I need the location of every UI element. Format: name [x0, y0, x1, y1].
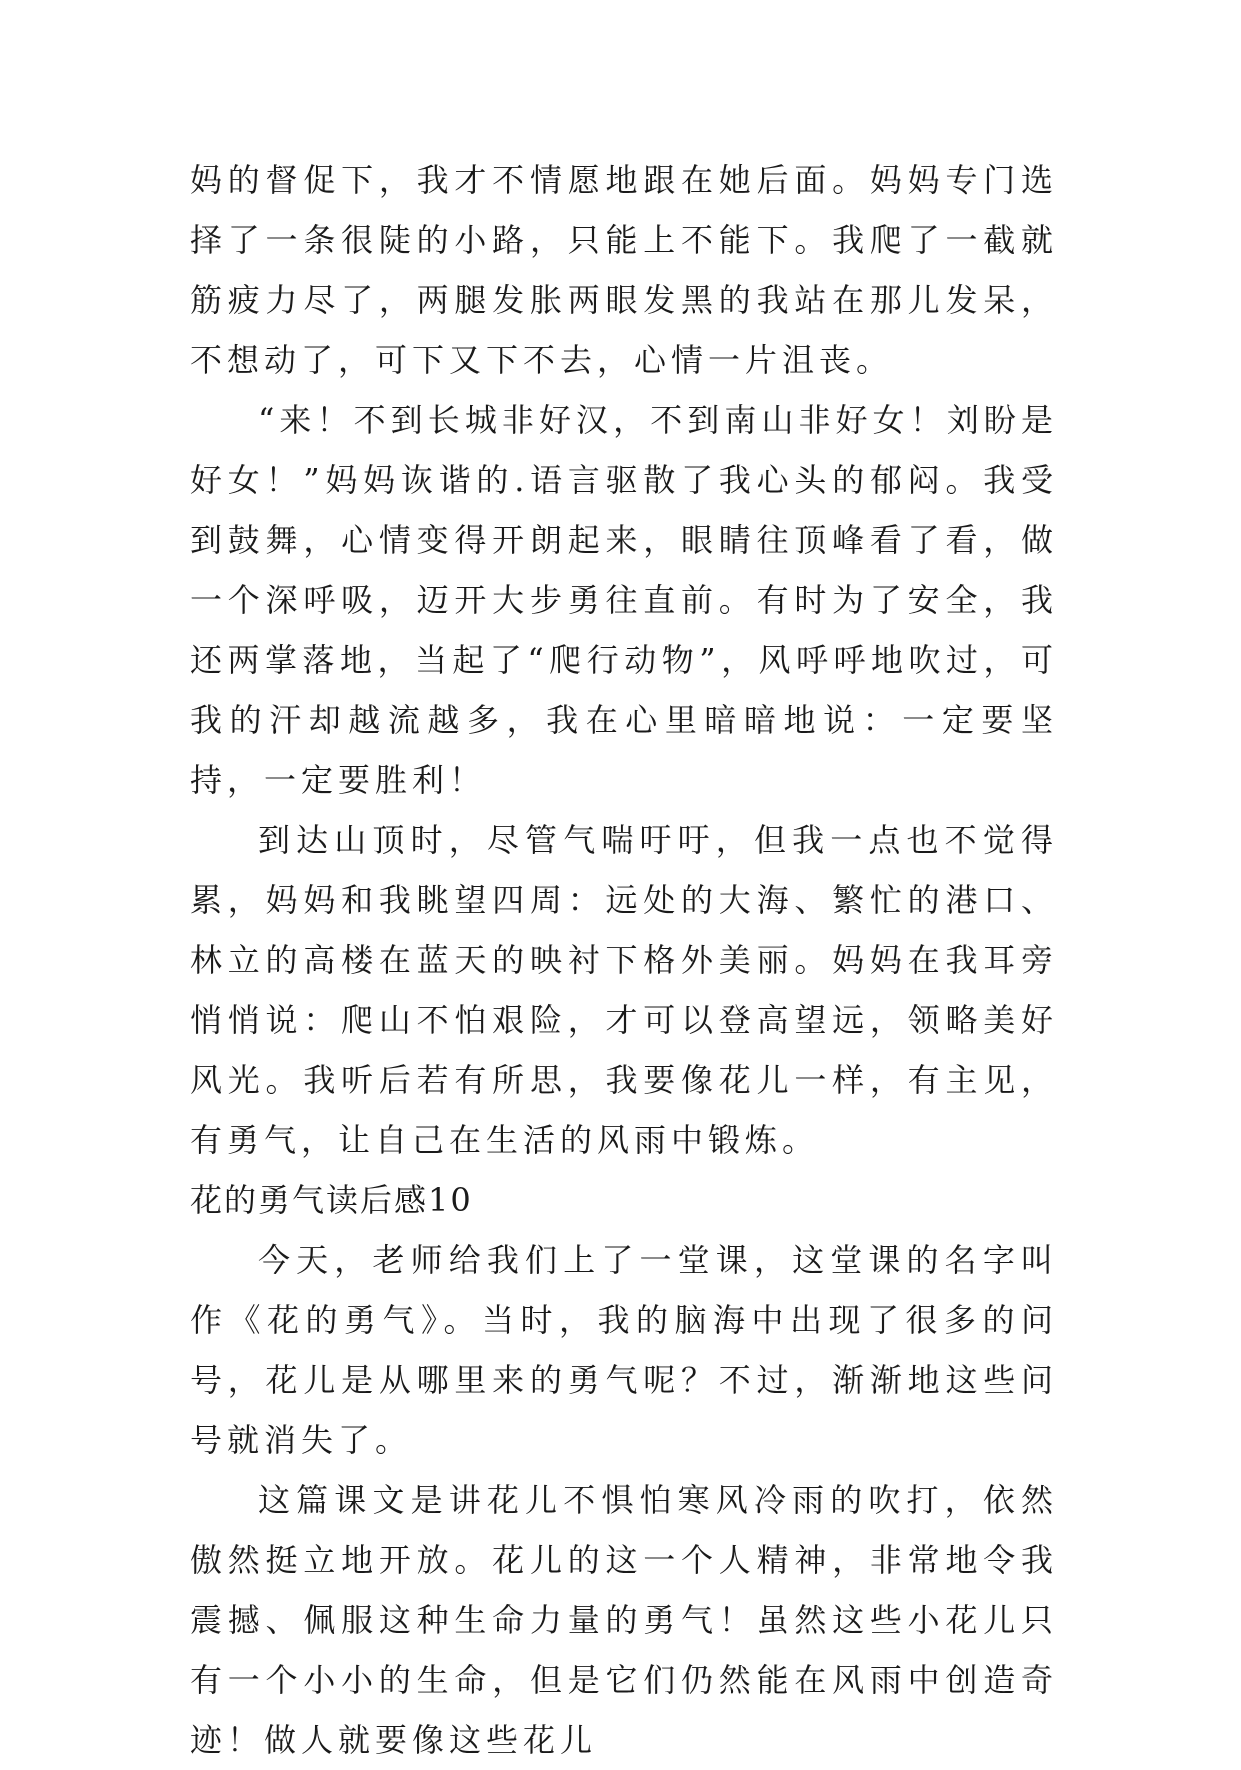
paragraph-4: 今天，老师给我们上了一堂课，这堂课的名字叫作《花的勇气》。当时，我的脑海中出现了很多的问号，花儿是从哪里来的勇气呢？不过，渐渐地这些问号就消失了。	[190, 1241, 1058, 1459]
paragraph-1: 妈的督促下，我才不情愿地跟在她后面。妈妈专门选择了一条很陡的小路，只能上不能下。我爬了一截就筋疲力尽了，两腿发胀两眼发黑的我站在那儿发呆，不想动了，可下又下不去，心情一片沮丧。	[190, 161, 1058, 379]
section-heading: 花的勇气读后感10	[190, 1181, 473, 1219]
paragraph-2: “来！不到长城非好汉，不到南山非好女！刘盼是好女！”妈妈诙谐的.语言驱散了我心头的郁闷。我受到鼓舞，心情变得开朗起来，眼睛往顶峰看了看，做一个深呼吸，迈开大步勇往直前。有时为了安全，我还两掌落地，当起了“爬行动物”，风呼呼地吹过，可我的汗却越流越多，我在心里暗暗地说：一定要坚持，一定要胜利！	[190, 401, 1058, 799]
paragraph-5: 这篇课文是讲花儿不惧怕寒风冷雨的吹打，依然傲然挺立地开放。花儿的这一个人精神，非常地令我震撼、佩服这种生命力量的勇气！虽然这些小花儿只有一个小小的生命，但是它们仍然能在风雨中创造奇迹！做人就要像这些花儿	[190, 1481, 1058, 1759]
paragraph-3: 到达山顶时，尽管气喘吁吁，但我一点也不觉得累，妈妈和我眺望四周：远处的大海、繁忙的港口、林立的高楼在蓝天的映衬下格外美丽。妈妈在我耳旁悄悄说：爬山不怕艰险，才可以登高望远，领略美好风光。我听后若有所思，我要像花儿一样，有主见，有勇气，让自己在生活的风雨中锻炼。	[190, 821, 1058, 1159]
document-page	[190, 150, 1058, 1770]
